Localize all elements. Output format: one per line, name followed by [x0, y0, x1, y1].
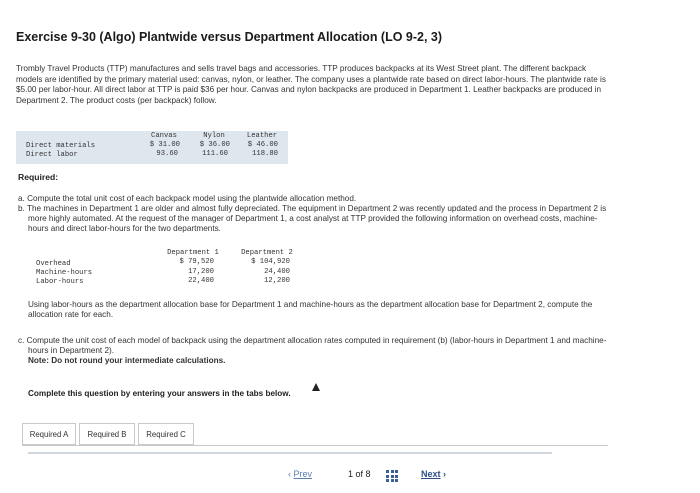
required-heading: Required: — [18, 172, 59, 182]
requirement-c: c. Compute the unit cost of each model of backpack using the department allocation rates computed in requirement (b) (labor-hours in Department 1 and machine-hours in Department 2). — [18, 336, 607, 356]
row-label-machine-hours: Machine-hours — [36, 269, 93, 277]
department-table — [28, 249, 310, 287]
row-label-direct-labor: Direct labor — [26, 151, 78, 159]
footer-divider — [28, 452, 552, 454]
cell-canvas-materials: $ 31.00 — [149, 141, 180, 149]
cell-dept2-overhead: $ 104,920 — [251, 258, 290, 266]
next-label: Next — [421, 469, 441, 479]
complete-instruction: Complete this question by entering your answers in the tabs below. — [28, 389, 291, 398]
cell-leather-materials: $ 46.00 — [247, 141, 278, 149]
cell-dept2-machine-hours: 24,400 — [264, 268, 290, 276]
tab-required-b[interactable]: Required B — [79, 423, 135, 445]
product-cost-table — [16, 131, 288, 164]
col-header-dept1: Department 1 — [167, 249, 219, 257]
intro-text: Trombly Travel Products (TTP) manufactures and sells travel bags and accessories. TTP produces backpacks at its West Street plant. The different backpack models are identified by the primary material used: canvas, nylon, or leather. The company uses a plantwide rate based on direct labor-hours. The plantwide rate is $5.00 per labor-hour. All direct labor at TTP is paid $36 per hour. Canvas and nylon backpacks are produced in Department 1. Leather backpacks are produced in Department 2. The product costs (per backpack) follow. — [16, 64, 606, 105]
page-title: Exercise 9-30 (Algo) Plantwide versus Department Allocation (LO 9-2, 3) — [16, 30, 443, 44]
requirement-a: a. Compute the total unit cost of each backpack model using the plantwide allocation method. — [18, 194, 357, 203]
chevron-left-icon: ‹ — [288, 469, 291, 479]
row-label-direct-materials: Direct materials — [26, 142, 96, 150]
col-header-dept2: Department 2 — [241, 249, 293, 257]
cell-dept1-machine-hours: 17,200 — [188, 268, 214, 276]
tab-required-c[interactable]: Required C — [138, 423, 194, 445]
requirement-b-continued: Using labor-hours as the department allocation base for Department 1 and machine-hours as the department allocation base for Department 2, compute the allocation rate for each. — [28, 300, 593, 320]
row-label-labor-hours: Labor-hours — [36, 278, 84, 286]
tab-required-a[interactable]: Required A — [22, 423, 76, 445]
note-no-rounding: Note: Do not round your intermediate calculations. — [28, 356, 226, 365]
chevron-right-icon: › — [443, 469, 447, 479]
tab-divider — [22, 445, 608, 446]
cell-dept1-overhead: $ 79,520 — [179, 258, 214, 266]
cell-nylon-materials: $ 36.00 — [199, 141, 230, 149]
cell-leather-labor: 118.80 — [252, 150, 278, 158]
cell-nylon-labor: 111.60 — [202, 150, 228, 158]
prev-label: Prev — [293, 469, 313, 479]
grid-icon[interactable] — [386, 470, 398, 482]
requirement-tabs — [22, 423, 608, 447]
cell-dept2-labor-hours: 12,200 — [264, 277, 290, 285]
col-header-leather: Leather — [246, 132, 278, 140]
page-indicator: 1 of 8 — [348, 469, 371, 479]
col-header-canvas: Canvas — [151, 132, 177, 140]
requirement-b: b. The machines in Department 1 are older and almost fully depreciated. The equipment in Department 2 was recently updated and the process in Department 2 is more highly automated. At the request of the manager of Department 1, a cost analyst at TTP provided the following information on overhead costs, machine-hours and direct labor-hours for the two departments. — [18, 204, 607, 234]
cell-dept1-labor-hours: 22,400 — [188, 277, 214, 285]
cell-canvas-labor: 93.60 — [156, 150, 178, 158]
next-button[interactable] — [421, 469, 446, 479]
row-label-overhead: Overhead — [36, 260, 71, 268]
mouse-cursor-icon — [312, 383, 320, 391]
col-header-nylon: Nylon — [203, 132, 225, 140]
prev-button[interactable] — [288, 469, 312, 479]
